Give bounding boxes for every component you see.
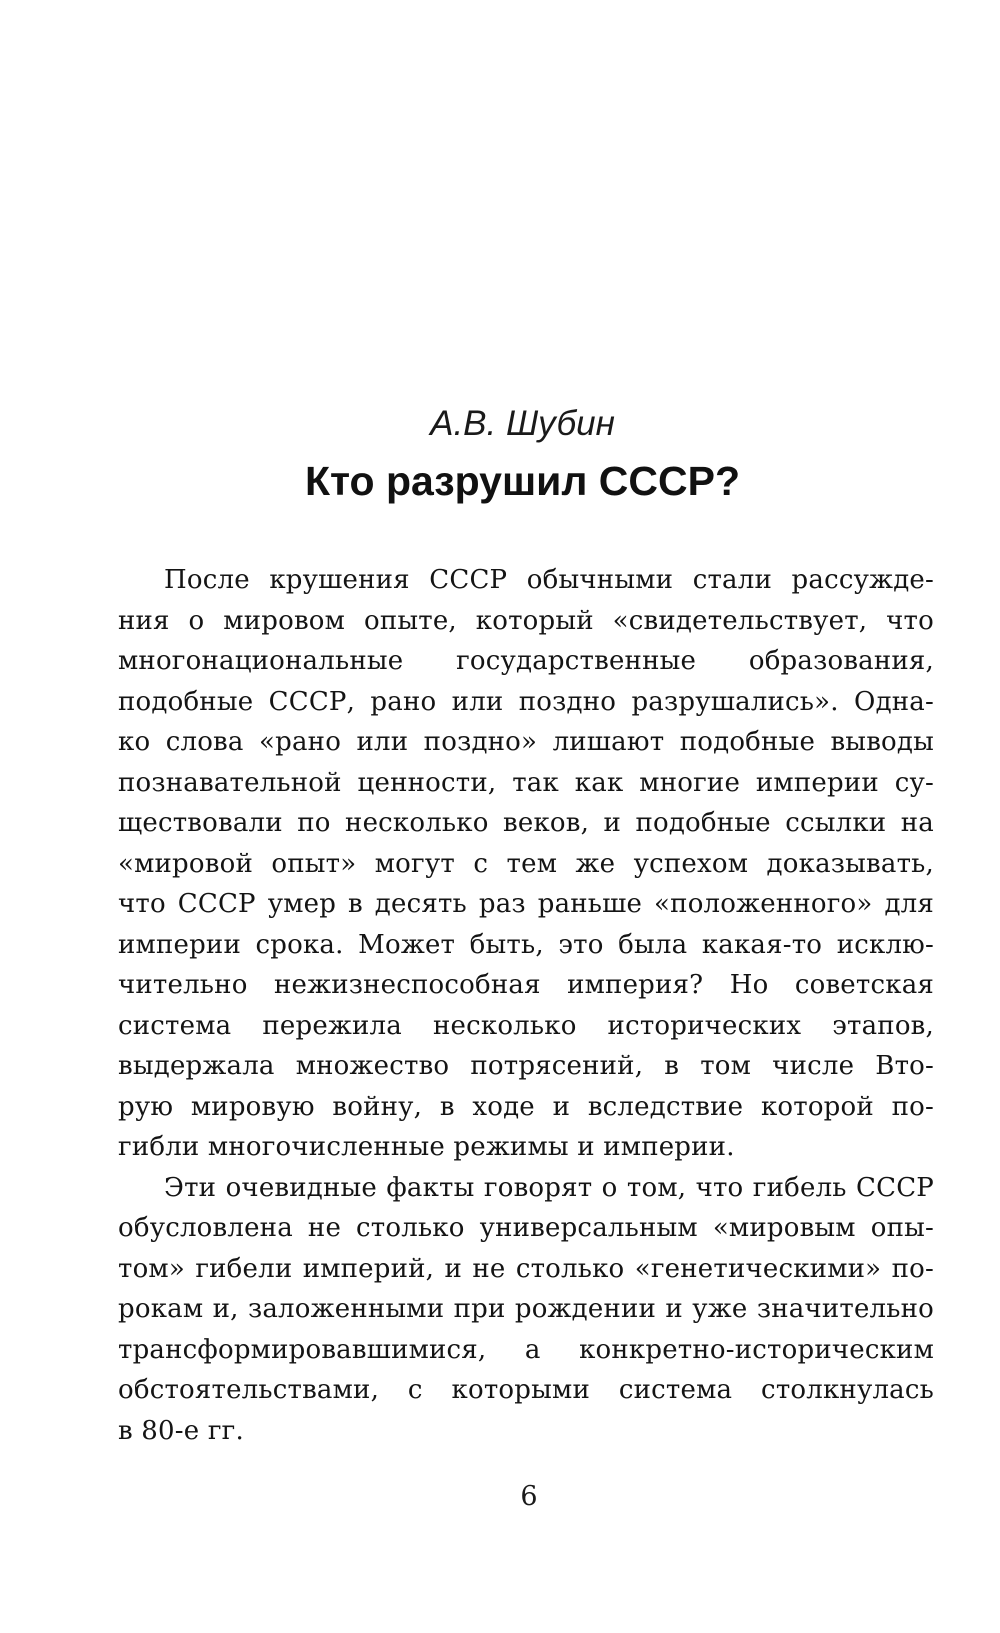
text-line: ния о мировом опыте, который «свидетельствует, что — [118, 605, 934, 636]
page-number: 6 — [520, 1481, 538, 1512]
text-line: рую мировую войну, в ходе и вследствие которой по- — [118, 1091, 934, 1122]
paragraph-2 — [118, 1168, 934, 1452]
text-line: обусловлена не столько универсальным «мировым опы- — [118, 1213, 934, 1243]
text-line: выдержала множество потрясений, в том числе Вто- — [118, 1051, 934, 1081]
text-line: гибли многочисленные режимы и империи. — [118, 1132, 735, 1162]
text-line: Эти очевидные факты говорят о том, что гибель СССР — [164, 1172, 934, 1203]
text-line: «мировой опыт» могут с тем же успехом доказывать, — [118, 848, 934, 879]
text-line: трансформировавшимися, а конкретно-историческим — [118, 1334, 934, 1365]
text-line: том» гибели империй, и не столько «генетическими» по- — [118, 1253, 934, 1284]
text-line: чительно нежизнеспособная империя? Но советская — [118, 970, 934, 1000]
text-line: После крушения СССР обычными стали рассужде- — [164, 565, 934, 595]
author-name: А.В. Шубин — [430, 404, 615, 443]
text-line: что СССР умер в десять раз раньше «положенного» для — [118, 889, 934, 919]
text-line: рокам и, заложенными при рождении и уже значительно — [118, 1294, 934, 1324]
text-line: в 80-е гг. — [118, 1415, 244, 1446]
text-line: подобные СССР, рано или поздно разрушались». Одна- — [118, 686, 934, 717]
paragraph-1 — [118, 560, 934, 1168]
text-line: империи срока. Может быть, это была какая-то исклю- — [118, 929, 934, 960]
text-line: ществовали по несколько веков, и подобные ссылки на — [118, 808, 934, 838]
text-line: обстоятельствами, с которыми система столкнулась — [118, 1375, 934, 1405]
chapter-title: Кто разрушил СССР? — [304, 458, 741, 504]
text-line: познавательной ценности, так как многие империи су- — [118, 767, 934, 798]
body-text — [118, 560, 934, 1451]
text-line: многонациональные государственные образования, — [118, 646, 934, 676]
text-line: ко слова «рано или поздно» лишают подобные выводы — [118, 727, 934, 757]
text-line: система пережила несколько исторических этапов, — [118, 1010, 934, 1041]
